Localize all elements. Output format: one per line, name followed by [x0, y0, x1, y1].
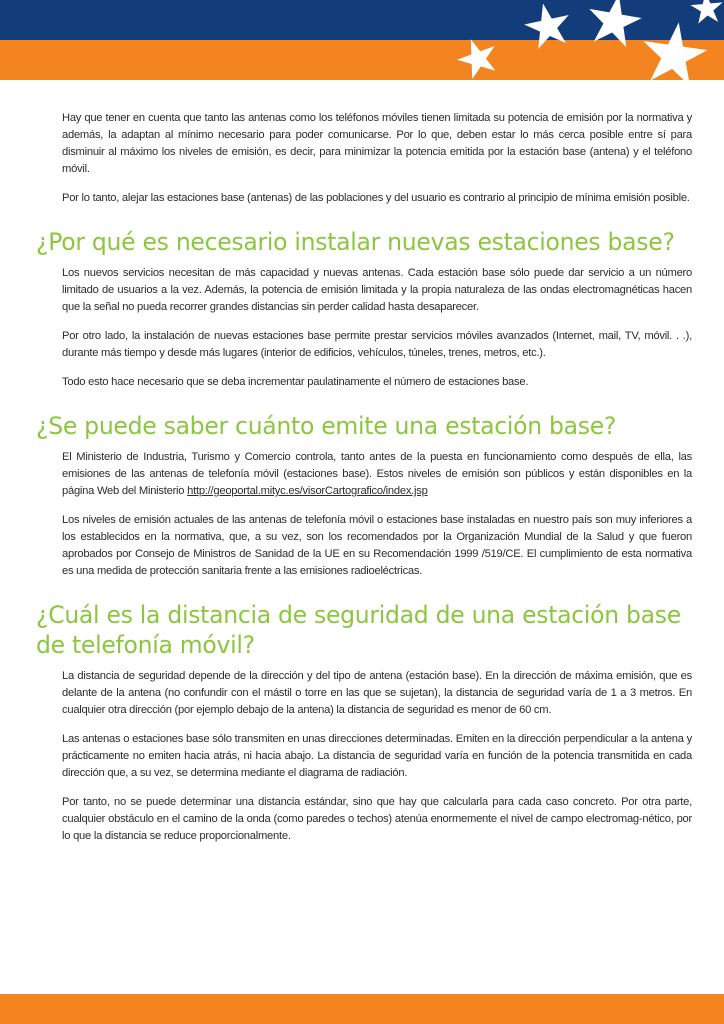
section-paragraph: Las antenas o estaciones base sólo transmiten en unas direcciones determinadas. Emiten en la dirección perpendicular a la antena y prácticamente no emiten hacia atrás, ni hacia abajo. La distancia de seguridad varía en función de la potencia transmitida en cada dirección que, a su vez, se determina mediante el diagrama de radiación. [62, 733, 692, 779]
section-paragraph: Los nuevos servicios necesitan de más capacidad y nuevas antenas. Cada estación base sólo puede dar servicio a un número limitado de usuarios a la vez. Además, la potencia de emisión limitada y la propia naturaleza de las ondas electromagnéticas hacen que la señal no pueda recorrer grandes distancias sin perder calidad hasta desaparecer. [62, 267, 692, 313]
star-icon [638, 18, 711, 80]
section-paragraph: La distancia de seguridad depende de la dirección y del tipo de antena (estación base). En la dirección de máxima emisión, que es delante de la antena (no confundir con el mástil o torre en las que se sujetan), la distancia de seguridad varía de 1 a 3 metros. En cualquier otra dirección (por ejemplo debajo de la antena) la distancia de seguridad es menor de 60 cm. [62, 670, 692, 716]
heading-line: ¿Cuál es la distancia de seguridad de una estación base [36, 601, 681, 629]
header-band [0, 0, 724, 80]
intro-paragraph: Por lo tanto, alejar las estaciones base (antenas) de las poblaciones y del usuario es contrario al principio de mínima emisión posible. [62, 192, 690, 204]
section-heading: ¿Por qué es necesario instalar nuevas estaciones base? [36, 228, 675, 256]
section-paragraph: Todo esto hace necesario que se deba incrementar paulatinamente el número de estaciones base. [62, 376, 529, 388]
page-content [0, 110, 724, 857]
heading-line: de telefonía móvil? [36, 631, 255, 659]
star-icon [521, 0, 575, 51]
header-stars [0, 0, 724, 80]
star-icon [689, 0, 724, 24]
star-icon [452, 32, 503, 80]
ministry-link[interactable]: http://geoportal.mityc.es/visorCartografico/index.jsp [187, 485, 428, 497]
intro-paragraph: Hay que tener en cuenta que tanto las antenas como los teléfonos móviles tienen limitada su potencia de emisión por la normativa y además, la adaptan al mínimo necesario para poder comunicarse. Por lo que, deben estar lo más cerca posible entre sí para disminuir al máximo los niveles de emisión, es decir, para minimizar la potencia emitida por la estación base (antena) y el teléfono móvil. [62, 112, 692, 175]
section-heading [36, 600, 691, 660]
section-paragraph: Por tanto, no se puede determinar una distancia estándar, sino que hay que calcularla para cada caso concreto. Por otra parte, cualquier obstáculo en el camino de la onda (como paredes o techos) atenúa enormemente el nivel de campo electromag-nético, por lo que la distancia se reduce proporcionalmente. [62, 796, 692, 842]
star-icon [584, 0, 645, 49]
section-paragraph: Por otro lado, la instalación de nuevas estaciones base permite prestar servicios móviles avanzados (Internet, mail, TV, móvil. . .), durante más tiempo y desde más lugares (interior de edificios, vehículos, túneles, trenes, metros, etc.). [62, 330, 692, 359]
section-paragraph: Los niveles de emisión actuales de las antenas de telefonía móvil o estaciones base instaladas en nuestro país son muy inferiores a los establecidos en la normativa, que, a su vez, son los recomendados por la Organización Mundial de la Salud y que fueron aprobados por Consejo de Ministros de Sanidad de la UE en su Recomendación 1999 /519/CE. El cumplimiento de esta normativa es una medida de protección sanitaria frente a las emisiones radioeléctricas. [62, 514, 692, 577]
footer-band [0, 994, 724, 1024]
paragraph-text: El Ministerio de Industria, Turismo y Comercio controla, tanto antes de la puesta en funcionamiento como después de ella, las emisiones de las antenas de telefonía móvil (estaciones base). Estos niveles de emisión son públicos y están disponibles en la página Web del Ministerio [62, 451, 692, 497]
section-paragraph [62, 449, 692, 500]
section-heading: ¿Se puede saber cuánto emite una estación base? [36, 412, 617, 440]
